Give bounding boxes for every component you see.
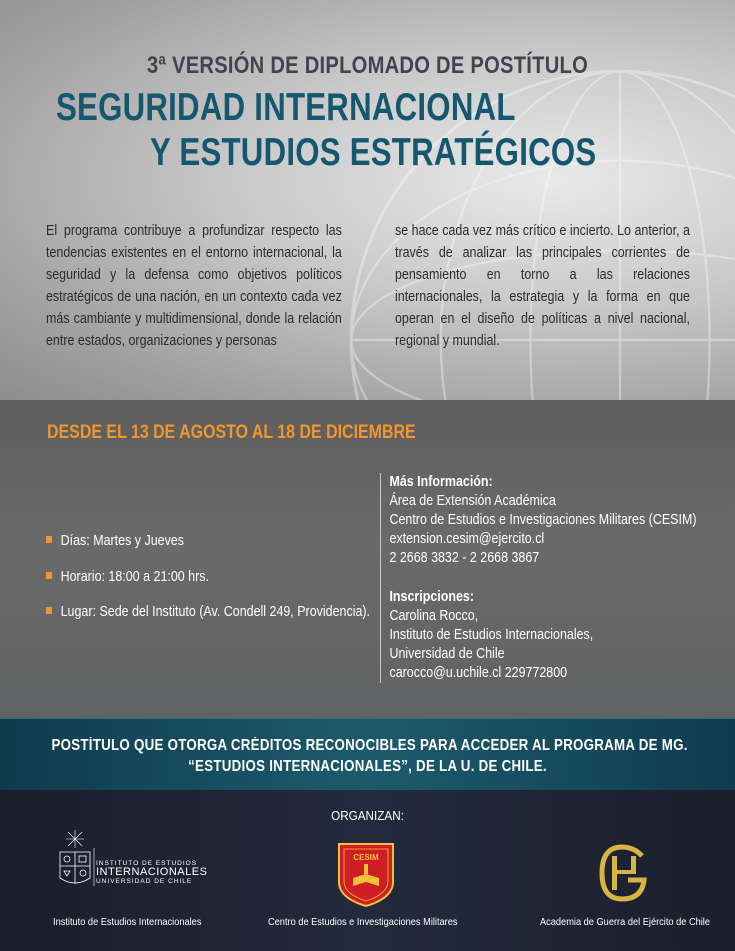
program-title-line2: Y ESTUDIOS ESTRATÉGICOS: [150, 131, 597, 174]
intro-text-column-2: se hace cada vez más crítico e incierto. Lo anterior, a través de analizar las principales corrientes de pensamiento en torno a las relaciones internacionales, la estrategia y la forma en que operan en el diseño de políticas a nivel nacional, regional y mundial.: [395, 223, 690, 349]
iei-logo-text: INSTITUTO DE ESTUDIOS INTERNACIONALES UNIVERSIDAD DE CHILE: [96, 860, 208, 885]
organizers-section: [0, 790, 735, 951]
info-phone: 2 2668 3832 - 2 2668 3867: [389, 550, 540, 566]
inscripciones-contact-link[interactable]: carocco@u.uchile.cl 229772800: [389, 665, 568, 681]
organizers-label: ORGANIZAN:: [331, 808, 404, 823]
info-email-link[interactable]: extension.cesim@ejercito.cl: [389, 531, 545, 547]
intro-text-column-1: El programa contribuye a profundizar respecto las tendencias existentes en el entorno internacional, la seguridad y la defensa como objetivos políticos estratégicos de una nación, en un contexto cada vez más cambiante y multidimensional, donde la relación entre estados, organizaciones y personas: [46, 223, 342, 349]
header-section: [0, 0, 735, 400]
info-line: Centro de Estudios e Investigaciones Militares (CESIM): [389, 512, 697, 528]
organizer-name-cesim: Centro de Estudios e Investigaciones Militares: [268, 916, 458, 928]
inscripciones-heading: Inscripciones:: [389, 589, 475, 605]
cesim-shield-icon: [333, 840, 399, 908]
list-item: [46, 604, 370, 640]
inscripciones-line: Universidad de Chile: [389, 646, 505, 662]
organizer-name-iei: Instituto de Estudios Internacionales: [53, 916, 202, 928]
inscripciones-line: Carolina Rocco,: [389, 608, 479, 624]
organizer-name-academia: Academia de Guerra del Ejército de Chile: [540, 916, 711, 928]
bullet-square-icon: [46, 607, 52, 614]
banner-line2: “ESTUDIOS INTERNACIONALES”, DE LA U. DE CHILE.: [188, 758, 547, 775]
inscripciones-line: Instituto de Estudios Internacionales,: [389, 627, 594, 643]
schedule-place: Lugar: Sede del Instituto (Av. Condell 249, Providencia).: [60, 604, 371, 620]
acague-monogram-icon: [590, 842, 658, 904]
banner-line1: POSTÍTULO QUE OTORGA CRÉDITOS RECONOCIBLES PARA ACCEDER AL PROGRAMA DE MG.: [51, 737, 688, 754]
schedule-hours: Horario: 18:00 a 21:00 hrs.: [60, 568, 209, 585]
list-item: [46, 569, 370, 605]
list-item: [46, 533, 370, 569]
program-kicker: 3ª VERSIÓN DE DIPLOMADO DE POSTÍTULO: [146, 52, 589, 79]
info-line: Área de Extensión Académica: [389, 493, 556, 509]
bullet-square-icon: [46, 536, 52, 543]
date-range: DESDE EL 13 DE AGOSTO AL 18 DE DICIEMBRE: [47, 422, 416, 443]
details-section: [0, 400, 735, 718]
credits-banner: [0, 718, 735, 791]
contact-info: [380, 473, 699, 683]
svg-text:CESIM: CESIM: [353, 853, 379, 862]
info-heading: Más Información:: [389, 474, 493, 490]
schedule-days: Días: Martes y Jueves: [60, 533, 184, 549]
schedule-list: [46, 533, 423, 640]
bullet-square-icon: [46, 572, 52, 579]
program-title-line1: SEGURIDAD INTERNACIONAL: [56, 86, 516, 129]
